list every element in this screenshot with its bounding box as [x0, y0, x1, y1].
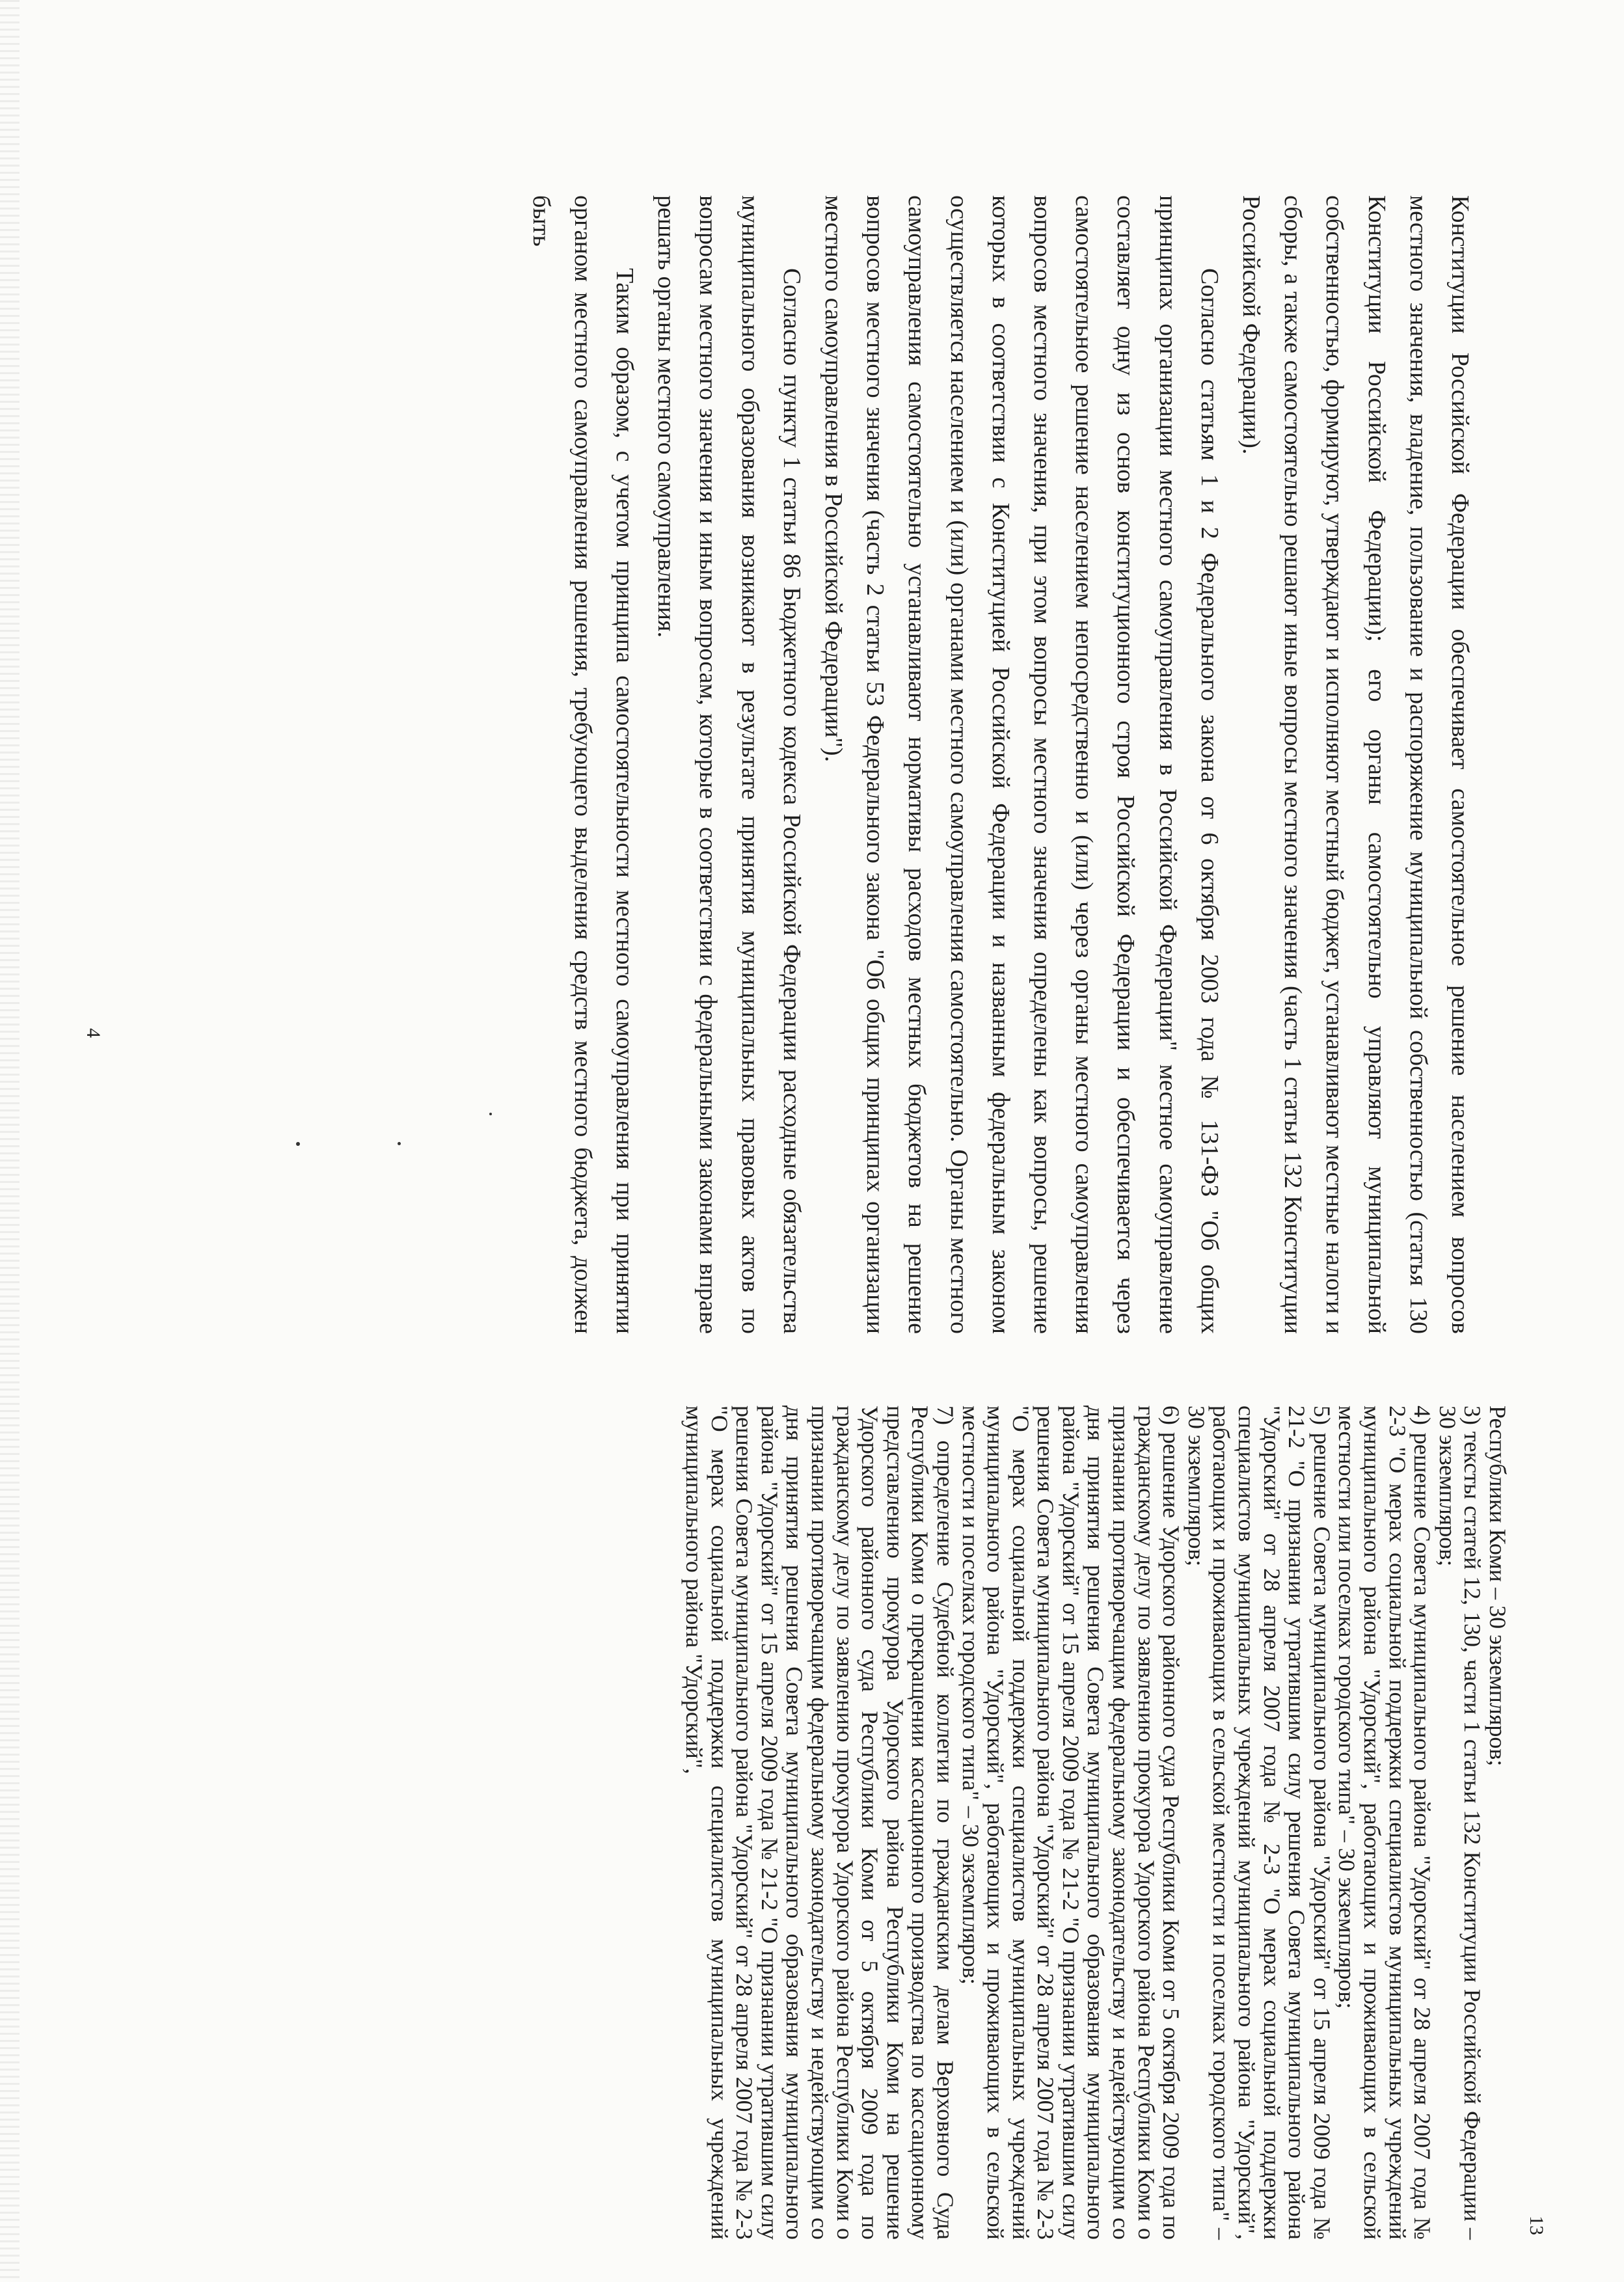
right-paragraph: 3) тексты статей 12, 130, части 1 статьи 132 Конституции Российской Федерации – 30 экземпляров; — [1434, 1406, 1486, 2240]
right-paragraph: 7) определение Судебной коллегии по гражданским делам Верховного Суда Республики Коми о прекращении кассационного производства по кассационному представлению прокурора Удорского района Республики Коми на решение Удорского районного суда Республики Коми от 5 октября 2009 года по гражданскому делу по заявлению прокурора Удорского района Республики Коми о признании противоречащим федеральному законодательству и недействующим со дня принятия решения Совета муниципального образования муниципального района "Удорский" от 15 апреля 2009 года № 21-2 "О признании утратившим силу решения Совета муниципального района "Удорский" от 28 апреля 2007 года № 2-3 "О мерах социальной поддержки специалистов муниципальных учреждений муниципального района "Удорский", — [681, 1406, 958, 2240]
right-paragraph: 4) решение Совета муниципального района "Удорский" от 28 апреля 2007 года № 2-3 "О мерах социальной поддержки специалистов муниципальных учреждений муниципального района "Удорский", работающих и проживающих в сельской местности или поселках городского типа" – 30 экземпляров; — [1334, 1406, 1436, 2240]
right-paragraph: 6) решение Удорского районного суда Республики Коми от 5 октября 2009 года по гражданскому делу по заявлению прокурора Удорского района Республики Коми о признании противоречащим федеральному законодательству и недействующим со дня принятия решения Совета муниципального образования муниципального района "Удорский" от 15 апреля 2009 года № 21-2 "О признании утратившим силу решения Совета муниципального района "Удорский" от 28 апреля 2007 года № 2-3 "О мерах социальной поддержки специалистов муниципальных учреждений муниципального района "Удорский", работающих и проживающих в сельской местности и поселках городского типа" – 30 экземпляров; — [957, 1406, 1185, 2240]
right-page-number: 13 — [1526, 2216, 1547, 2235]
left-page-text — [520, 195, 1481, 1334]
left-paragraph: Конституции Российской Федерации обеспечивает самостоятельное решение населением вопросов местного значения, владение, пользование и распоряжение муниципальной собственностью (статья 130 Конституции Российской Федерации); его органы самостоятельно управляют муниципальной собственностью, формируют, утверждают и исполняют местный бюджет, устанавливают местные налоги и сборы, а также самостоятельно решают иные вопросы местного значения (часть 1 статьи 132 Конституции Российской Федерации). — [1237, 195, 1474, 1334]
scan-speck — [398, 1142, 401, 1145]
left-paragraph: Таким образом, с учетом принципа самостоятельности местного самоуправления при принятии органом местного самоуправления решения, требующего выделения средств местного бюджета, должен быть — [527, 195, 638, 1334]
scan-speck — [489, 1113, 492, 1115]
scan-speck — [296, 1142, 300, 1146]
right-paragraph: 5) решение Совета муниципального района "Удорский" от 15 апреля 2009 года № 21-2 "О признании утратившим силу решения Совета муниципального района "Удорский" от 28 апреля 2007 года № 2-3 "О мерах социальной поддержки специалистов муниципальных учреждений муниципального района "Удорский", работающих и проживающих в сельской местности и поселках городского типа" – 30 экземпляров; — [1183, 1406, 1335, 2240]
left-paragraph: Согласно пункту 1 статьи 86 Бюджетного кодекса Российской Федерации расходные обязательства муниципального образования возникают в результате принятия муниципальных правовых актов по вопросам местного значения и иным вопросам, которые в соответствии с федеральными законами вправе решать органы местного самоуправления. — [653, 195, 805, 1334]
left-paragraph: Согласно статьям 1 и 2 Федерального закона от 6 октября 2003 года № 131-ФЗ "Об общих принципах организации местного самоуправления в Российской Федерации" местное самоуправление составляет одну из основ конституционного строя Российской Федерации и обеспечивается через самостоятельное решение населением непосредственно и (или) через органы местного самоуправления вопросов местного значения, при этом вопросы местного значения определены как вопросы, решение которых в соответствии с Конституцией Российской Федерации и названным федеральным законом осуществляется населением и (или) органами местного самоуправления самостоятельно. Органы местного самоуправления самостоятельно устанавливают нормативы расходов местных бюджетов на решение вопросов местного значения (часть 2 статьи 53 Федерального закона "Об общих принципах организации местного самоуправления в Российской Федерации"). — [819, 195, 1223, 1334]
left-page-number: 4 — [83, 1028, 104, 1038]
right-paragraph: Республики Коми – 30 экземпляров; — [1485, 1406, 1511, 1767]
right-page-text — [681, 1406, 1510, 2240]
